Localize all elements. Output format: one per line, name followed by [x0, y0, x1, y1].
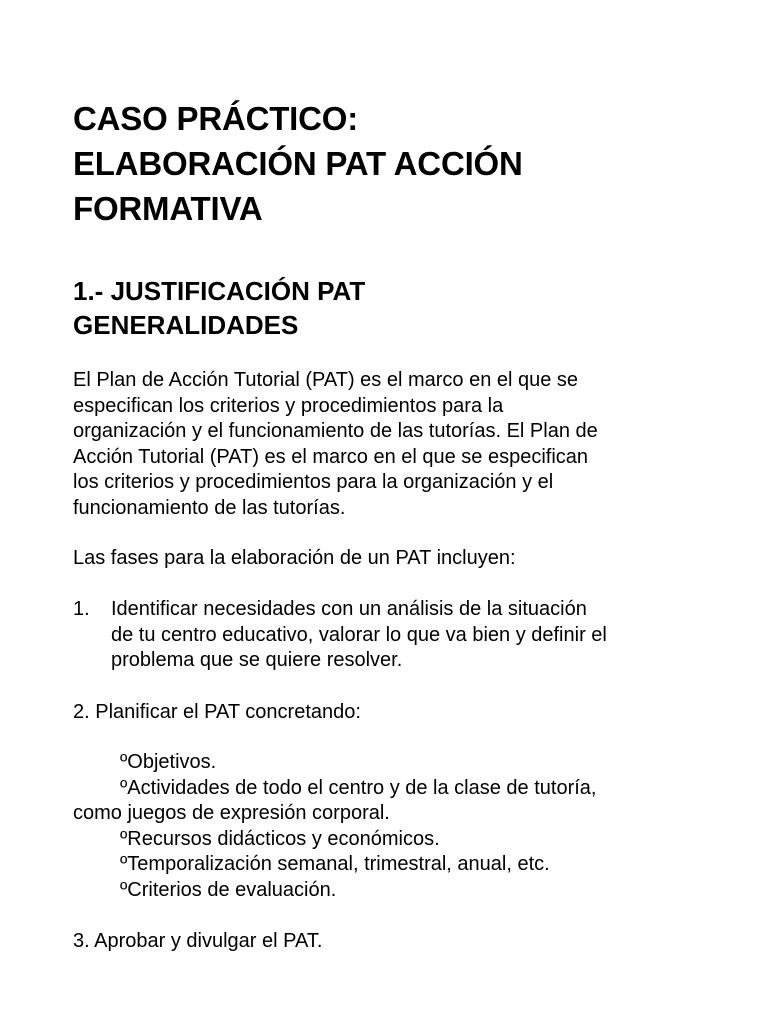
paragraph-line: especifican los criterios y procedimientos para la	[73, 394, 504, 417]
list-item-line: problema que se quiere resolver.	[111, 649, 403, 671]
paragraph-line: organización y el funcionamiento de las tutorías. El Plan de	[73, 420, 598, 442]
list-item-text	[111, 597, 607, 674]
paragraph-line: funcionamiento de las tutorías.	[73, 496, 346, 519]
section-heading-line: GENERALIDADES	[73, 310, 299, 340]
title-line: ELABORACIÓN PAT ACCIÓN	[73, 145, 523, 182]
list-item-line: de tu centro educativo, valorar lo que va bien y definir el	[111, 623, 607, 646]
sub-list-item: ºActividades de todo el centro y de la clase de tutoría,	[120, 776, 597, 799]
section-heading	[73, 274, 713, 342]
paragraph-line: Acción Tutorial (PAT) es el marco en el que se especifican	[73, 445, 589, 468]
list-item-step-3: 3. Aprobar y divulgar el PAT.	[73, 930, 323, 952]
section-heading-line: 1.- JUSTIFICACIÓN PAT	[73, 276, 366, 306]
list-item-step-2: 2. Planificar el PAT concretando:	[73, 701, 361, 723]
paragraph-line: los criterios y procedimientos para la organización y el	[73, 471, 554, 493]
title-line: FORMATIVA	[73, 190, 263, 227]
paragraph-line: El Plan de Acción Tutorial (PAT) es el marco en el que se	[73, 369, 579, 391]
sub-list-item: ºCriterios de evaluación.	[120, 878, 337, 901]
step-2-sub-list	[73, 750, 713, 903]
sub-list-item-continuation: como juegos de expresión corporal.	[73, 802, 390, 824]
document-title	[73, 96, 713, 231]
list-item-number: 1.	[73, 598, 90, 620]
sub-list-item: ºObjetivos.	[120, 751, 217, 773]
phases-intro-paragraph: Las fases para la elaboración de un PAT incluyen:	[73, 547, 516, 569]
sub-list-item: ºRecursos didácticos y económicos.	[120, 827, 440, 850]
sub-list-item: ºTemporalización semanal, trimestral, anual, etc.	[120, 853, 550, 875]
intro-paragraph	[73, 368, 713, 521]
list-item-line: Identificar necesidades con un análisis de la situación	[111, 598, 587, 620]
title-line: CASO PRÁCTICO:	[73, 100, 359, 137]
